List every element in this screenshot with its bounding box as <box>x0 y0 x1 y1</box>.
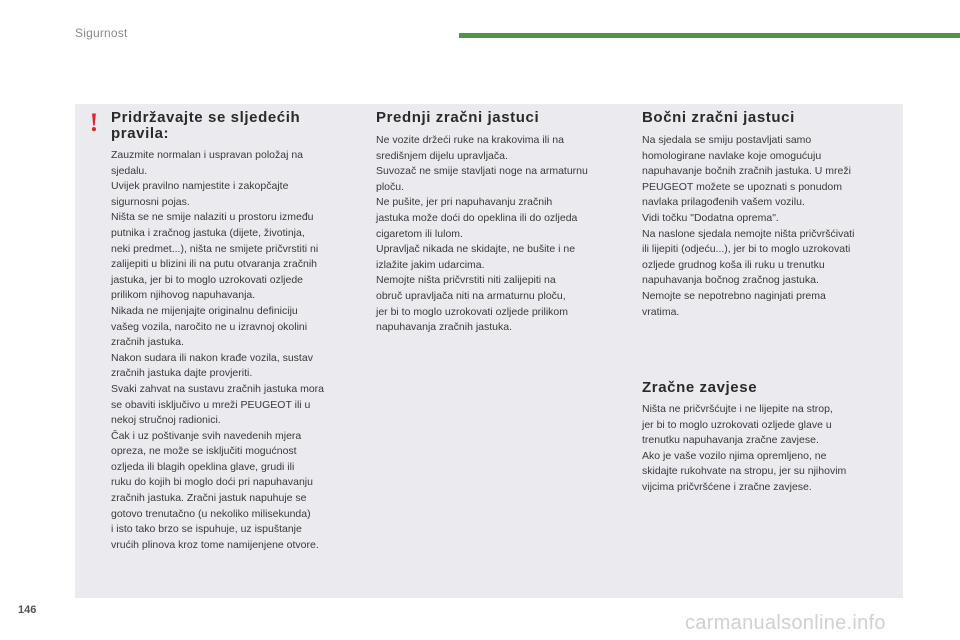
heading-side-airbags: Bočni zračni jastuci <box>642 109 795 126</box>
text-rules: Zauzmite normalan i uspravan položaj na sjedalu. Uvijek pravilno namjestite i zakopčajte sigurnosni pojas. Ništa se ne smije nalaziti u prostoru između putnika i zračnog jastuka (dijete, životinja, neki predmet...), ništa ne smijete pričvrstiti ni zalijepiti u blizini ili na putu otvaranja zračnih jastuka, jer bi to moglo uzrokovati ozljede prilikom njihovog napuhavanja. Nikada ne mijenjajte originalnu definiciju vašeg vozila, naročito ne u izravnoj okolini zračnih jastuka. Nakon sudara ili nakon krađe vozila, sustav zračnih jastuka dajte provjeriti. Svaki zahvat na sustavu zračnih jastuka mora se obaviti isključivo u mreži PEUGEOT ili u nekoj stručnoj radionici. Čak i uz poštivanje svih navedenih mjera opreza, ne može se isključiti mogućnost ozljeda ili blagih opeklina glave, grudi ili ruku do kojih bi moglo doći pri napuhavanju zračnih jastuka. Zračni jastuk napuhuje se gotovo trenutačno (u nekoliko milisekunda) i isto tako brzo se ispuhuje, uz ispuštanje vrućih plinova kroz tome namijenjene otvore. <box>111 149 325 551</box>
heading-front-airbags: Prednji zračni jastuci <box>376 109 540 126</box>
text-side-airbags: Na sjedala se smiju postavljati samo homologirane navlake koje omogućuju napuhavanje bočnih zračnih jastuka. U mreži PEUGEOT možete se upoznati s ponudom navlaka prilagođenih vašem vozilu. Vidi točku "Dodatna oprema". Na naslone sjedala nemojte ništa pričvršćivati ili lijepiti (odjeću...), jer bi to moglo uzrokovati ozljede grudnog koša ili ruku u trenutku napuhavanja bočnog zračnog jastuka. Nemojte se nepotrebno naginjati prema vratima. <box>642 134 855 318</box>
warning-exclamation-icon: ! <box>89 108 99 137</box>
header-accent-bar <box>459 33 960 38</box>
watermark: carmanualsonline.info <box>685 612 886 634</box>
section-title: Sigurnost <box>75 26 128 40</box>
heading-curtain-airbags: Zračne zavjese <box>642 379 758 396</box>
page-number: 146 <box>18 604 37 616</box>
text-curtain-airbags: Ništa ne pričvršćujte i ne lijepite na strop, jer bi to moglo uzrokovati ozljede glave u trenutku napuhavanja zračne zavjese. Ako je vaše vozilo njima opremljeno, ne skidajte rukohvate na stropu, jer su njihovim vijcima pričvršćene i zračne zavjese. <box>642 403 847 493</box>
heading-rules: Pridržavajte se sljedećih pravila: <box>111 109 301 142</box>
text-front-airbags: Ne vozite držeći ruke na krakovima ili na središnjem dijelu upravljača. Suvozač ne smije stavljati noge na armaturnu ploču. Ne pušite, jer pri napuhavanju zračnih jastuka može doći do opeklina ili do ozljeda cigaretom ili lulom. Upravljač nikada ne skidajte, ne bušite i ne izlažite jakim udarcima. Nemojte ništa pričvrstiti niti zalijepiti na obruč upravljača niti na armaturnu ploču, jer bi to moglo uzrokovati ozljede prilikom napuhavanja zračnih jastuka. <box>376 134 588 334</box>
